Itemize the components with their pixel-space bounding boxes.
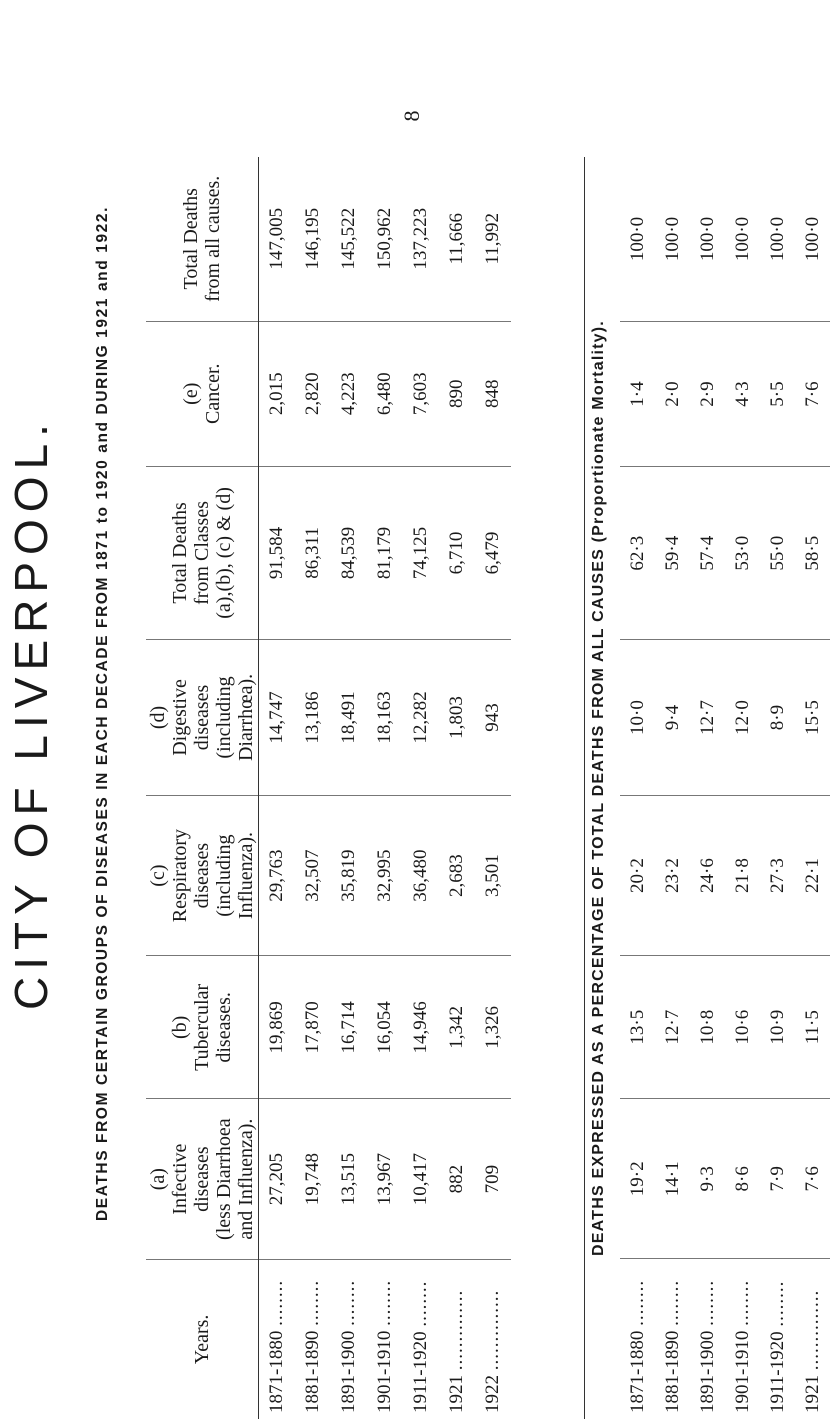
cell-digestive: 12·7: [690, 640, 725, 796]
cell-tubercular: 13·5: [620, 956, 655, 1099]
cell-cancer: 5·5: [760, 321, 795, 466]
cell-years: 1871-1880 ........: [259, 1259, 296, 1419]
cell-total-classes: 74,125: [403, 466, 439, 639]
cell-total-all: 11,666: [446, 213, 467, 265]
cell-respiratory: 22·1: [795, 796, 830, 956]
cell-respiratory: 20·2: [620, 796, 655, 956]
cell-tubercular: 14,946: [403, 956, 439, 1099]
cell-cancer: 890: [439, 321, 475, 466]
cell-infective: 13,515: [331, 1099, 367, 1259]
cell-infective: 14·1: [655, 1099, 690, 1259]
percentage-heading: DEATHS EXPRESSED AS A PERCENTAGE OF TOTAL DEATHS FROM ALL CAUSES (Proportionate Mortality).: [590, 320, 607, 1256]
deaths-table: [146, 157, 511, 1419]
cell-total-all: 146,195: [302, 207, 323, 270]
cell-infective: 19·2: [620, 1099, 655, 1259]
cell-digestive: 18,163: [367, 639, 403, 795]
cell-years: 1871-1880 ........: [620, 1259, 655, 1419]
header-digestive: (d) Digestive diseases (including Diarrhœa).: [146, 639, 259, 795]
cell-cancer: 2·9: [690, 321, 725, 466]
header-years: Years.: [146, 1259, 259, 1419]
table-row: [259, 157, 296, 1419]
cell-respiratory: 24·6: [690, 796, 725, 956]
page-number: 8: [399, 110, 424, 122]
table-row: [655, 157, 690, 1419]
header-total-classes: Total Deaths from Classes (a),(b), (c) & (d): [146, 466, 259, 639]
cell-total-all: 147,005: [266, 207, 287, 270]
cell-cancer: 7,603: [403, 321, 439, 466]
cell-digestive: 9·4: [655, 640, 690, 796]
cell-digestive: 15·5: [795, 640, 830, 796]
cell-infective: 709: [475, 1099, 511, 1259]
table-row: [760, 157, 795, 1419]
cell-years: 1911-1920 ........: [403, 1259, 439, 1419]
city-title: CITY OF LIVERPOOL.: [5, 417, 57, 1010]
cell-cancer: 848: [475, 321, 511, 466]
cell-digestive: 12,282: [403, 639, 439, 795]
cell-respiratory: 21·8: [725, 796, 760, 956]
cell-cancer: 7·6: [795, 321, 830, 466]
section-divider: [584, 157, 585, 1419]
cell-infective: 19,748: [295, 1099, 331, 1259]
table-row: [620, 157, 655, 1419]
main-heading: DEATHS FROM CERTAIN GROUPS OF DISEASES IN EACH DECADE FROM 1871 to 1920 and DURING 1921 and 1922.: [94, 205, 111, 1222]
percentage-table: [620, 157, 830, 1419]
cell-years: 1881-1890 ........: [295, 1259, 331, 1419]
header-infective: (a) Infective diseases (less Diarrhoea and Influenza).: [146, 1099, 259, 1259]
cell-total-all: 145,522: [338, 207, 359, 270]
header-respiratory: (c) Respiratory diseases (including Influenza).: [146, 795, 259, 955]
cell-total-all: 11,992: [482, 213, 503, 265]
cell-digestive: 10·0: [620, 640, 655, 796]
cell-respiratory: 32,995: [367, 795, 403, 955]
header-tubercular: (b) Tubercular diseases.: [146, 956, 259, 1099]
cell-infective: 27,205: [259, 1099, 296, 1259]
cell-cancer: 4,223: [331, 321, 367, 466]
cell-digestive: 12·0: [725, 640, 760, 796]
cell-cancer: 1·4: [620, 321, 655, 466]
cell-tubercular: 1,326: [475, 956, 511, 1099]
cell-total-classes: 86,311: [295, 466, 331, 639]
header-cancer: (e) Cancer.: [146, 321, 259, 466]
table-row: [439, 157, 475, 1419]
cell-digestive: 943: [475, 639, 511, 795]
cell-years: 1921 ..............: [439, 1259, 475, 1419]
table-row: [725, 157, 760, 1419]
cell-total-classes: 57·4: [690, 467, 725, 640]
cell-respiratory: 2,683: [439, 795, 475, 955]
cell-total-classes: 53·0: [725, 467, 760, 640]
cell-total-classes: 91,584: [259, 466, 296, 639]
cell-tubercular: 12·7: [655, 956, 690, 1099]
cell-infective: 13,967: [367, 1099, 403, 1259]
cell-total-all: 100·0: [661, 216, 683, 262]
cell-tubercular: 17,870: [295, 956, 331, 1099]
cell-digestive: 8·9: [760, 640, 795, 796]
cell-respiratory: 23·2: [655, 796, 690, 956]
cell-total-all: 100·0: [766, 216, 788, 262]
table-row: [403, 157, 439, 1419]
cell-respiratory: 3,501: [475, 795, 511, 955]
cell-infective: 882: [439, 1099, 475, 1259]
cell-tubercular: 19,869: [259, 956, 296, 1099]
cell-infective: 10,417: [403, 1099, 439, 1259]
table-row: [367, 157, 403, 1419]
cell-total-classes: 6,479: [475, 466, 511, 639]
cell-infective: 7·9: [760, 1099, 795, 1259]
cell-respiratory: 32,507: [295, 795, 331, 955]
cell-total-all: 100·0: [801, 216, 823, 262]
cell-cancer: 2,015: [259, 321, 296, 466]
cell-infective: 8·6: [725, 1099, 760, 1259]
cell-tubercular: 1,342: [439, 956, 475, 1099]
cell-years: 1921 ..............: [795, 1259, 830, 1419]
cell-digestive: 1,803: [439, 639, 475, 795]
cell-tubercular: 10·8: [690, 956, 725, 1099]
cell-total-all: 100·0: [626, 216, 648, 262]
cell-years: 1891-1900 ........: [690, 1259, 725, 1419]
cell-total-all: 150,962: [374, 207, 395, 270]
cell-total-classes: 84,539: [331, 466, 367, 639]
cell-years: 1922 ..............: [475, 1259, 511, 1419]
cell-respiratory: 36,480: [403, 795, 439, 955]
cell-digestive: 18,491: [331, 639, 367, 795]
cell-cancer: 4·3: [725, 321, 760, 466]
cell-infective: 9·3: [690, 1099, 725, 1259]
cell-infective: 7·6: [795, 1099, 830, 1259]
cell-tubercular: 10·6: [725, 956, 760, 1099]
cell-total-all: 100·0: [696, 216, 718, 262]
cell-years: 1891-1900 ........: [331, 1259, 367, 1419]
cell-years: 1901-1910 ........: [367, 1259, 403, 1419]
cell-total-all: 100·0: [731, 216, 753, 262]
cell-respiratory: 27·3: [760, 796, 795, 956]
cell-tubercular: 16,054: [367, 956, 403, 1099]
cell-digestive: 14,747: [259, 639, 296, 795]
cell-respiratory: 35,819: [331, 795, 367, 955]
cell-total-classes: 81,179: [367, 466, 403, 639]
header-row: [146, 157, 259, 1419]
cell-respiratory: 29,763: [259, 795, 296, 955]
table-row: [475, 157, 511, 1419]
table-row: [795, 157, 830, 1419]
cell-cancer: 2·0: [655, 321, 690, 466]
cell-total-all: 137,223: [410, 207, 431, 270]
cell-tubercular: 10·9: [760, 956, 795, 1099]
cell-digestive: 13,186: [295, 639, 331, 795]
cell-total-classes: 62·3: [620, 467, 655, 640]
cell-total-classes: 59·4: [655, 467, 690, 640]
cell-total-classes: 55·0: [760, 467, 795, 640]
table-row: [331, 157, 367, 1419]
header-total-all: Total Deaths from all causes.: [146, 157, 259, 321]
cell-years: 1911-1920 ........: [760, 1259, 795, 1419]
table-row: [690, 157, 725, 1419]
table-row: [295, 157, 331, 1419]
cell-years: 1881-1890 ........: [655, 1259, 690, 1419]
cell-cancer: 2,820: [295, 321, 331, 466]
cell-tubercular: 11·5: [795, 956, 830, 1099]
cell-total-classes: 6,710: [439, 466, 475, 639]
cell-total-classes: 58·5: [795, 467, 830, 640]
cell-tubercular: 16,714: [331, 956, 367, 1099]
cell-cancer: 6,480: [367, 321, 403, 466]
cell-years: 1901-1910 ........: [725, 1259, 760, 1419]
